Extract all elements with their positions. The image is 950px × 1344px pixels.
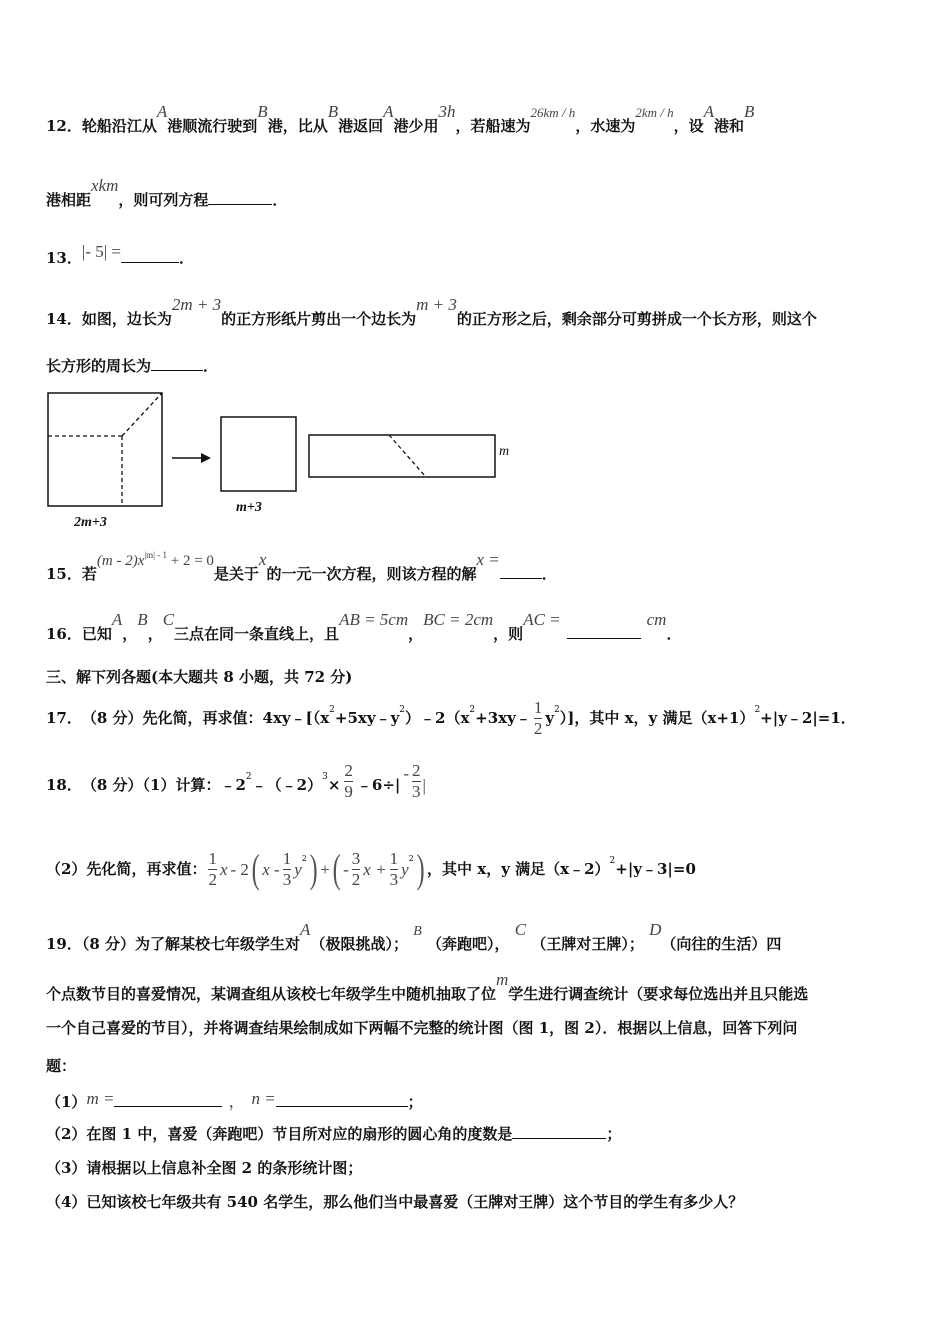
question-18-part-1: 18． （8 分）（1）计算：﹣2 2 ﹣（﹣2） 3 × $\frac{2}{9}$ ﹣6÷| - $\frac{2}{3}$ |	[46, 760, 426, 801]
question-number: 13．	[46, 249, 82, 267]
question-12-line-1: 12．轮船沿江从A港顺流行驶到B港，比从B港返回A港少用3h，若船速为26km / h，水速为2km / h，设A港和B	[46, 102, 755, 135]
question-number: 15．	[46, 565, 82, 583]
question-number: 14．	[46, 310, 82, 328]
question-16: 16．已知A，B，C三点在同一条直线上，且AB = 5cm，BC = 2cm，则AC = cm．	[46, 610, 682, 643]
answer-blank-13[interactable]	[121, 261, 179, 263]
question-number: 17．	[46, 708, 82, 727]
question-18-part-2: （2）先化简，再求值： $\frac{1}{2}$ x - 2 ( x - $\frac{1}{3}$ y 2 ) + ( - $\frac{3}{2}$ x + $\frac{1}{3}$ y 2 ) ，其中 x，y 满足（x﹣2） 2 +|y﹣3|=0	[46, 846, 696, 891]
question-19-sub-2: （2）在图 1 中，喜爱（奔跑吧）节目所对应的扇形的圆心角的度数是 ；	[46, 1125, 622, 1143]
long-rectangle	[309, 435, 495, 477]
dashed-cut-line-diagonal	[122, 393, 162, 436]
dashed-rectangle-cut	[389, 435, 426, 477]
question-13: 13．|- 5| = ．	[46, 242, 194, 267]
question-19-line-4: 题：	[46, 1057, 77, 1075]
question-number: 18．	[46, 775, 82, 794]
question-19-sub-4: （4）已知该校七年级共有 540 名学生，那么他们当中最喜爱（王牌对王牌）这个节目的学生有多少人？	[46, 1193, 744, 1211]
question-15: 15．若$(m - 2)x^{|m| - 1} + 2 = 0$是关于x的一元一次方程，则该方程的解x =．	[46, 550, 557, 583]
big-square	[48, 393, 162, 506]
fraction-two-ninths: $\frac{2}{9}$	[344, 760, 353, 801]
rectangle-side-label: m	[499, 444, 510, 459]
fraction-one-half: $\frac{1}{2}$	[533, 697, 543, 738]
question-number: 12．	[46, 117, 82, 135]
square-cutting-figure	[44, 388, 524, 533]
answer-blank-angle[interactable]	[512, 1137, 606, 1139]
question-19-sub-1: （1）m = ， n = ；	[46, 1089, 423, 1111]
question-19-sub-3: （3）请根据以上信息补全图 2 的条形统计图；	[46, 1159, 363, 1177]
question-number: 19．	[46, 935, 82, 953]
question-19-line-3: 一个自己喜爱的节目），并将调查结果绘制成如下两幅不完整的统计图（图 1，图 2）．根据以上信息，回答下列问	[46, 1019, 798, 1037]
arrow-icon	[201, 453, 211, 463]
question-14-line-2: 长方形的周长为 ．	[46, 357, 219, 375]
section-3-heading: 三、解下列各题(本大题共 8 小题，共 72 分)	[46, 668, 353, 686]
fraction-two-thirds: $\frac{2}{3}$	[412, 760, 421, 801]
answer-blank-16[interactable]	[567, 637, 641, 639]
question-12-line-2: 港相距xkm，则可列方程 ．	[46, 176, 288, 209]
question-14-line-1: 14．如图，边长为2m + 3的正方形纸片剪出一个边长为m + 3的正方形之后，剩余部分可剪拼成一个长方形，则这个	[46, 295, 817, 328]
question-17: 17． （8 分）先化简，再求值：4xy﹣[（x 2 +5xy﹣y 2 ）﹣2（x 2 +3xy﹣ $\frac{1}{2}$ y 2 ）]，其中 x，y 满足（x+1） 2 +|y﹣2|=1．	[46, 697, 856, 738]
big-square-label: 2m+3	[74, 515, 107, 530]
answer-blank-14[interactable]	[151, 369, 203, 371]
answer-blank-m[interactable]	[114, 1105, 222, 1107]
answer-blank-12[interactable]	[208, 203, 272, 205]
question-19-line-1: 19．（8 分）为了解某校七年级学生对A（极限挑战）； B （奔跑吧）， C （王牌对王牌）； D（向往的生活）四	[46, 920, 782, 953]
question-19-line-2: 个点数节目的喜爱情况，某调查组从该校七年级学生中随机抽取了位m学生进行调查统计（要求每位选出并且只能选	[46, 970, 809, 1003]
small-square	[221, 417, 296, 491]
answer-blank-n[interactable]	[276, 1105, 408, 1107]
answer-blank-15[interactable]	[500, 577, 542, 579]
small-square-label: m+3	[236, 500, 262, 515]
question-number: 16．	[46, 625, 82, 643]
